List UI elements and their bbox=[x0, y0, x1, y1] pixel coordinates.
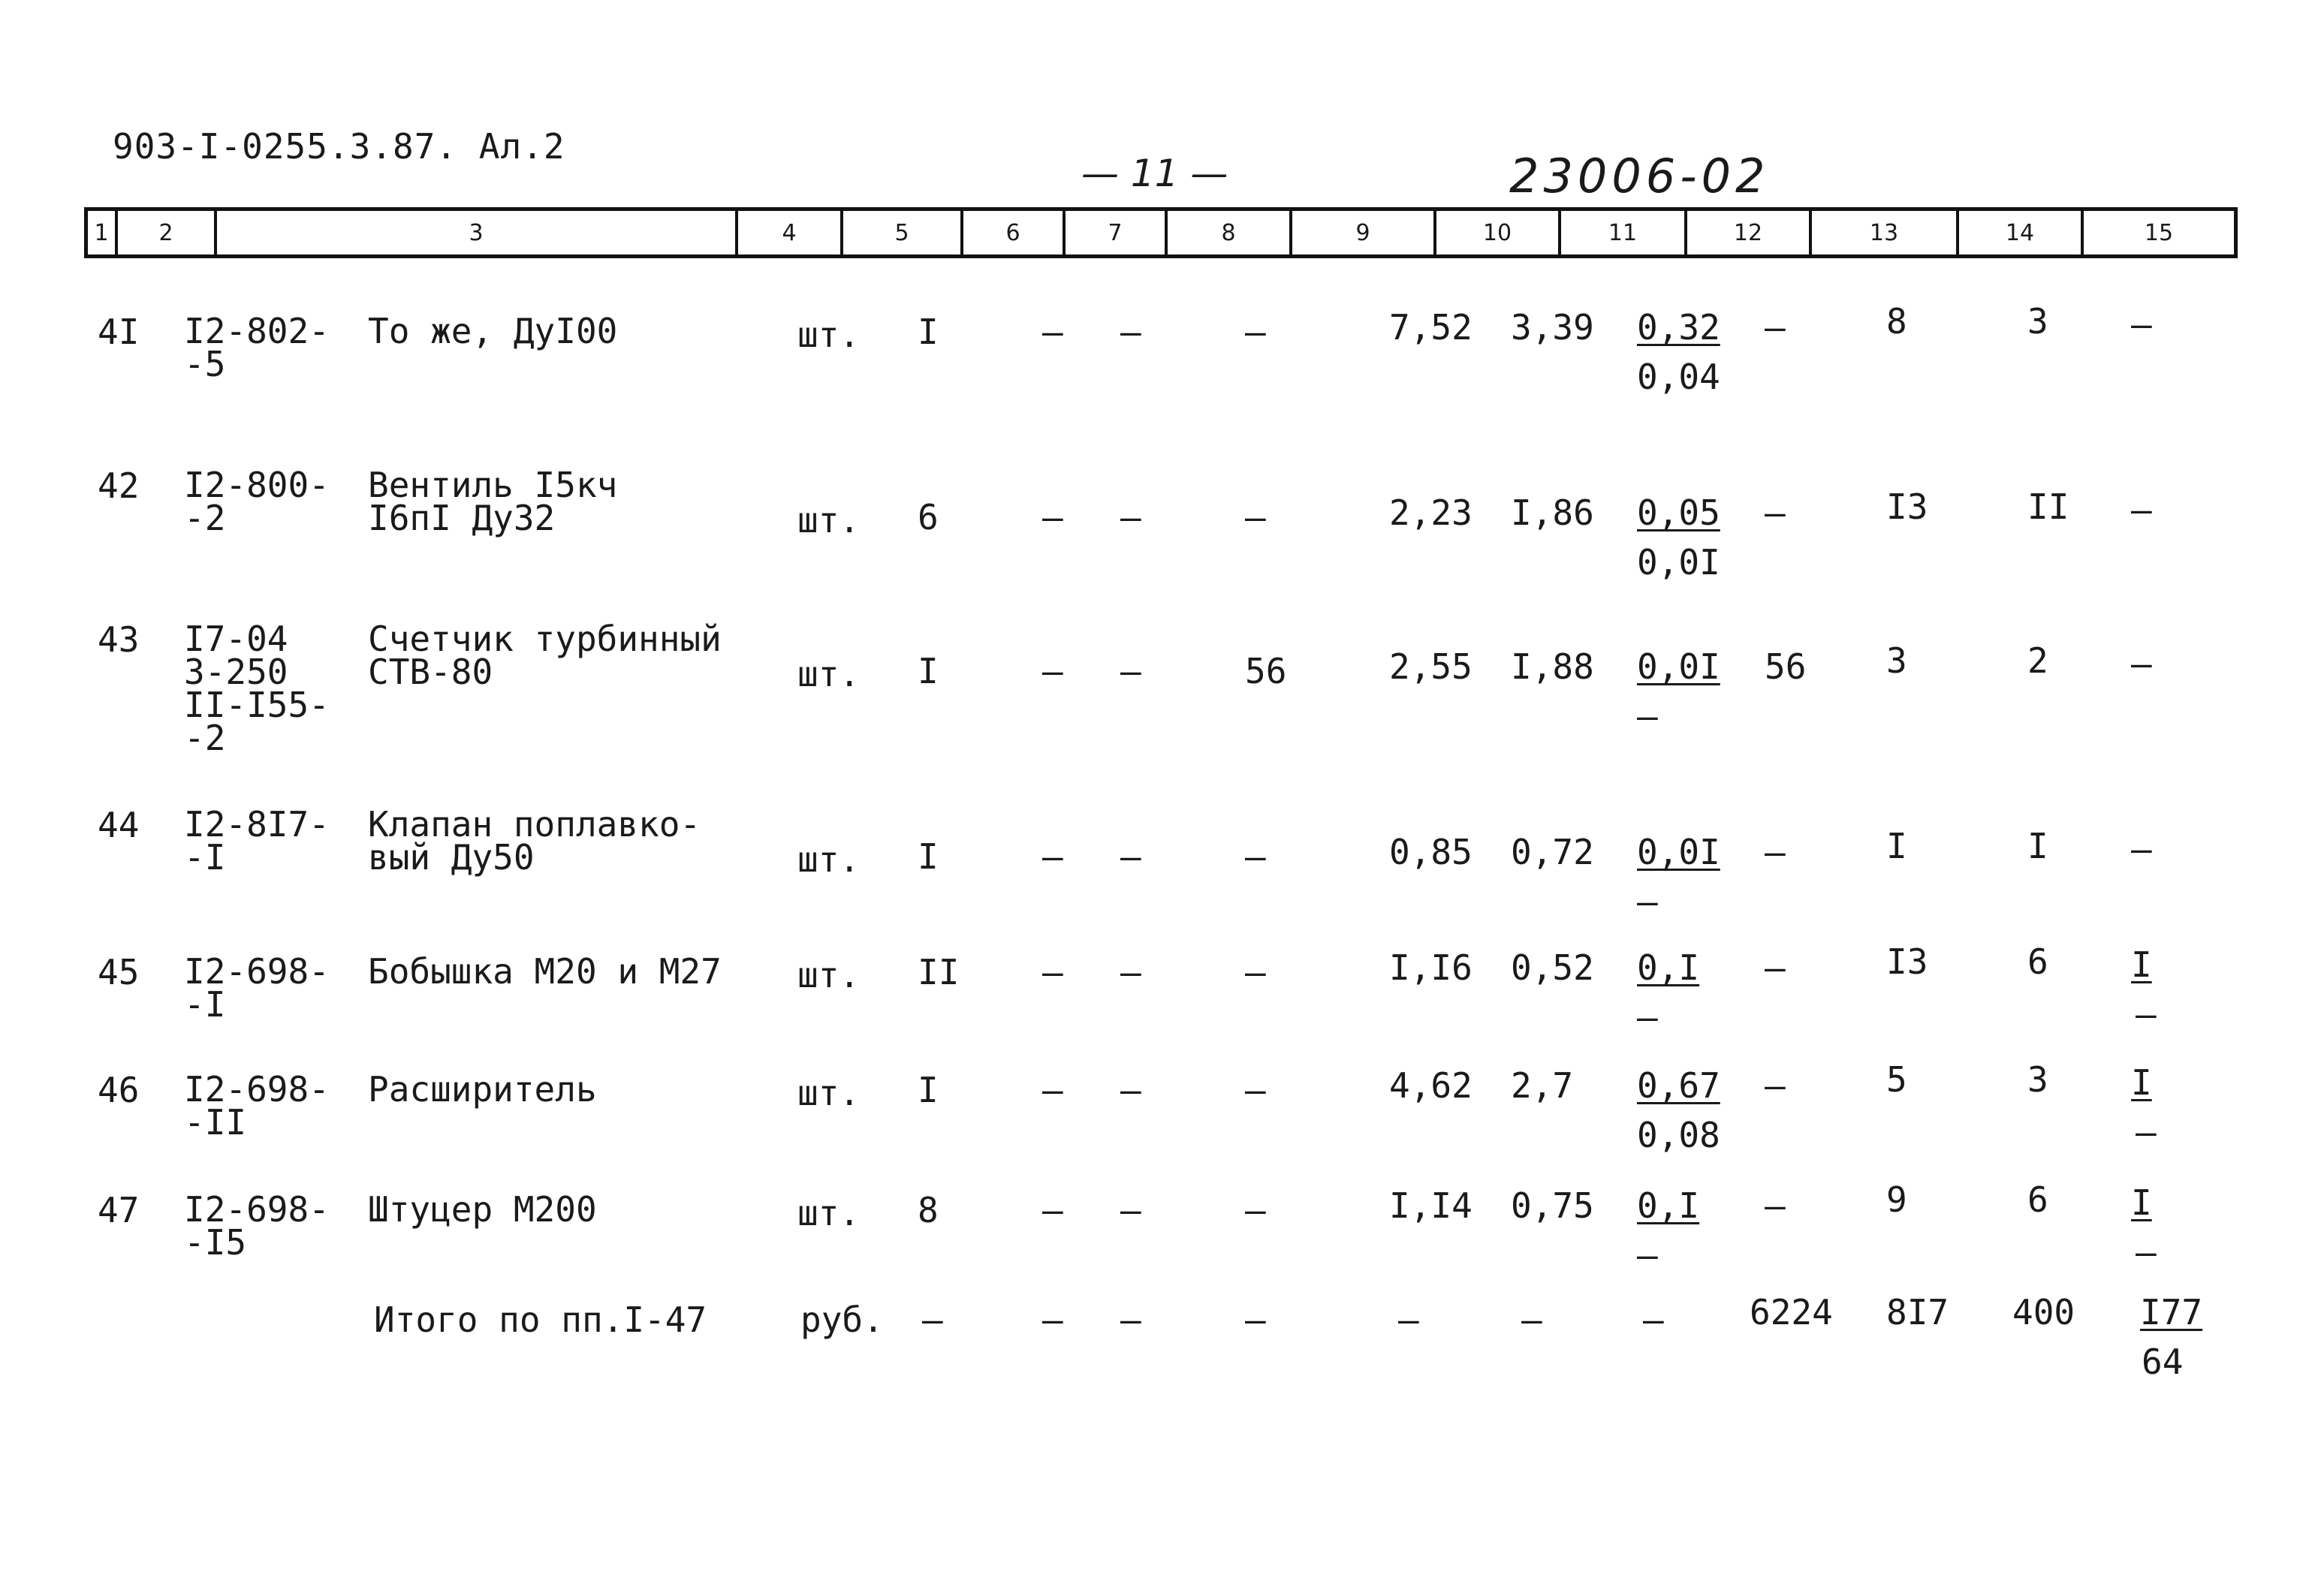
unit-cell: шт. bbox=[797, 315, 861, 355]
column-number: 8 bbox=[1168, 211, 1292, 254]
series-code: 23006-02 bbox=[1509, 149, 1770, 203]
value-cell: – bbox=[1245, 1070, 1266, 1110]
value-cell: I bbox=[1886, 826, 1907, 866]
value-cell: – bbox=[1245, 497, 1266, 538]
fraction-top: – bbox=[2131, 304, 2152, 345]
value-cell: 8 bbox=[1886, 301, 1907, 342]
fraction-bottom: – bbox=[1637, 696, 1658, 736]
value-cell: 3 bbox=[2027, 301, 2048, 342]
value-cell: 0,85 bbox=[1389, 832, 1473, 872]
value-cell: 2 bbox=[2027, 640, 2048, 681]
value-cell: 3,39 bbox=[1511, 307, 1594, 348]
value-cell: 4,62 bbox=[1389, 1065, 1473, 1106]
total-unit: руб. bbox=[800, 1299, 884, 1340]
unit-cell: шт. bbox=[797, 1073, 861, 1113]
value-cell: I,88 bbox=[1511, 646, 1594, 687]
total-label: Итого по пп.I-47 bbox=[374, 1299, 707, 1340]
value-cell: – bbox=[1120, 312, 1141, 352]
value-cell: – bbox=[1245, 1190, 1266, 1230]
item-name: То же, ДуI00 bbox=[368, 311, 618, 351]
quantity-cell: 8 bbox=[918, 1190, 939, 1230]
row-number: 43 bbox=[98, 619, 140, 660]
item-code: -I bbox=[184, 837, 226, 878]
value-cell: 5 bbox=[1886, 1059, 1907, 1100]
fraction-top: – bbox=[2131, 489, 2152, 530]
item-code: I2-698- bbox=[184, 1189, 330, 1230]
column-number: 4 bbox=[738, 211, 843, 254]
item-name: СТВ-80 bbox=[368, 652, 493, 692]
value-cell: 56 bbox=[1245, 651, 1287, 691]
value-cell: – bbox=[1042, 952, 1063, 992]
value-cell: – bbox=[1120, 497, 1141, 538]
item-name: Расширитель bbox=[368, 1069, 597, 1110]
column-number: 3 bbox=[217, 211, 738, 254]
column-number: 6 bbox=[963, 211, 1066, 254]
value-cell: – bbox=[1398, 1299, 1419, 1340]
quantity-cell: I bbox=[918, 836, 939, 877]
item-name: Клапан поплавко- bbox=[368, 804, 701, 845]
value-cell: I3 bbox=[1886, 941, 1928, 982]
column-number: 1 bbox=[88, 211, 118, 254]
value-cell: 2,23 bbox=[1389, 492, 1473, 533]
column-number: 7 bbox=[1066, 211, 1168, 254]
value-cell: 2,55 bbox=[1389, 646, 1473, 687]
item-code: 3-250 bbox=[184, 652, 288, 692]
fraction-top: 0,I bbox=[1637, 947, 1700, 988]
row-number: 4I bbox=[98, 312, 140, 352]
column-number: 10 bbox=[1436, 211, 1561, 254]
fraction-bottom: – bbox=[2136, 994, 2157, 1034]
fraction-bottom: 64 bbox=[2142, 1342, 2184, 1382]
total-value: 6224 bbox=[1750, 1292, 1833, 1333]
item-name: вый Ду50 bbox=[368, 837, 535, 878]
item-code: I7-04 bbox=[184, 619, 288, 659]
column-number: 12 bbox=[1687, 211, 1812, 254]
value-cell: – bbox=[1120, 952, 1141, 992]
value-cell: 3 bbox=[2027, 1059, 2048, 1100]
value-cell: I bbox=[2027, 826, 2048, 866]
value-cell: – bbox=[1120, 1299, 1141, 1340]
column-number: 2 bbox=[118, 211, 217, 254]
quantity-cell: I bbox=[918, 312, 939, 352]
fraction-bottom: – bbox=[1637, 997, 1658, 1037]
item-name: Счетчик турбинный bbox=[368, 619, 722, 659]
unit-cell: шт. bbox=[797, 500, 861, 541]
item-code: I2-800- bbox=[184, 465, 330, 505]
fraction-top: – bbox=[2131, 643, 2152, 684]
value-cell: I,I4 bbox=[1389, 1185, 1473, 1226]
value-cell: – bbox=[1042, 1190, 1063, 1230]
value-cell: – bbox=[1120, 1070, 1141, 1110]
fraction-top: 0,67 bbox=[1637, 1065, 1720, 1106]
item-code: -I bbox=[184, 984, 226, 1025]
item-code: -II bbox=[184, 1102, 247, 1143]
unit-cell: шт. bbox=[797, 955, 861, 995]
total-value: 8I7 bbox=[1886, 1292, 1949, 1333]
fraction-top: I bbox=[2131, 1182, 2152, 1223]
value-cell: 3 bbox=[1886, 640, 1907, 681]
fraction-top: 0,I bbox=[1637, 1185, 1700, 1226]
fraction-bottom: 0,0I bbox=[1637, 542, 1720, 583]
fraction-top: 0,0I bbox=[1637, 646, 1720, 687]
item-code: II-I55- bbox=[184, 685, 330, 725]
fraction-top: I77 bbox=[2140, 1292, 2203, 1333]
item-code: -I5 bbox=[184, 1222, 247, 1263]
total-value: 400 bbox=[2012, 1292, 2075, 1333]
item-code: -5 bbox=[184, 344, 226, 384]
unit-cell: шт. bbox=[797, 1193, 861, 1233]
value-cell: – bbox=[1765, 1065, 1786, 1106]
fraction-bottom: 0,08 bbox=[1637, 1115, 1720, 1155]
item-code: I2-802- bbox=[184, 311, 330, 351]
row-number: 46 bbox=[98, 1070, 140, 1110]
page-number: — 11 — bbox=[1081, 152, 1228, 195]
fraction-bottom: 0,04 bbox=[1637, 357, 1720, 397]
unit-cell: шт. bbox=[797, 839, 861, 880]
fraction-top: 0,0I bbox=[1637, 832, 1720, 872]
column-number: 11 bbox=[1561, 211, 1687, 254]
column-number: 13 bbox=[1812, 211, 1959, 254]
column-number: 14 bbox=[1959, 211, 2084, 254]
item-name: Штуцер М200 bbox=[368, 1189, 597, 1230]
fraction-top: I bbox=[2131, 944, 2152, 985]
value-cell: – bbox=[1120, 651, 1141, 691]
item-code: I2-8I7- bbox=[184, 804, 330, 845]
fraction-top: I bbox=[2131, 1062, 2152, 1103]
value-cell: 2,7 bbox=[1511, 1065, 1574, 1106]
value-cell: – bbox=[1643, 1299, 1664, 1340]
value-cell: – bbox=[1521, 1299, 1542, 1340]
column-number: 5 bbox=[843, 211, 963, 254]
item-code: -2 bbox=[184, 498, 226, 538]
column-number: 9 bbox=[1292, 211, 1436, 254]
item-name: Бобышка М20 и М27 bbox=[368, 951, 722, 992]
value-cell: – bbox=[1765, 492, 1786, 533]
value-cell: – bbox=[1042, 312, 1063, 352]
item-code: I2-698- bbox=[184, 1069, 330, 1110]
value-cell: – bbox=[1765, 832, 1786, 872]
fraction-bottom: – bbox=[2136, 1232, 2157, 1272]
value-cell: 0,52 bbox=[1511, 947, 1594, 988]
column-number: 15 bbox=[2144, 219, 2174, 246]
value-cell: – bbox=[1245, 836, 1266, 877]
value-cell: – bbox=[1120, 1190, 1141, 1230]
value-cell: 6 bbox=[2027, 941, 2048, 982]
row-number: 42 bbox=[98, 465, 140, 506]
value-cell: 0,75 bbox=[1511, 1185, 1594, 1226]
value-cell: – bbox=[1042, 1070, 1063, 1110]
unit-cell: шт. bbox=[797, 654, 861, 694]
value-cell: – bbox=[1245, 312, 1266, 352]
item-name: I6пI Ду32 bbox=[368, 498, 556, 538]
value-cell: – bbox=[1042, 651, 1063, 691]
value-cell: 56 bbox=[1765, 646, 1807, 687]
row-number: 44 bbox=[98, 805, 140, 845]
value-cell: – bbox=[1245, 1299, 1266, 1340]
fraction-top: 0,05 bbox=[1637, 492, 1720, 533]
value-cell: – bbox=[922, 1299, 943, 1340]
fraction-bottom: – bbox=[1637, 881, 1658, 922]
value-cell: I,I6 bbox=[1389, 947, 1473, 988]
column-number-header bbox=[84, 207, 2238, 258]
item-code: I2-698- bbox=[184, 951, 330, 992]
quantity-cell: I bbox=[918, 1070, 939, 1110]
value-cell: 0,72 bbox=[1511, 832, 1594, 872]
value-cell: – bbox=[1042, 1299, 1063, 1340]
fraction-bottom: – bbox=[2136, 1112, 2157, 1152]
value-cell: – bbox=[1042, 497, 1063, 538]
row-number: 47 bbox=[98, 1190, 140, 1230]
value-cell: – bbox=[1120, 836, 1141, 877]
value-cell: 9 bbox=[1886, 1179, 1907, 1220]
value-cell: – bbox=[1765, 947, 1786, 988]
value-cell: I,86 bbox=[1511, 492, 1594, 533]
fraction-top: 0,32 bbox=[1637, 307, 1720, 348]
value-cell: – bbox=[1765, 307, 1786, 348]
value-cell: I3 bbox=[1886, 486, 1928, 527]
document-code: 903-I-0255.3.87. Ал.2 bbox=[113, 126, 565, 167]
row-number: 45 bbox=[98, 952, 140, 992]
value-cell: – bbox=[1042, 836, 1063, 877]
item-code: -2 bbox=[184, 718, 226, 758]
quantity-cell: 6 bbox=[918, 497, 939, 538]
quantity-cell: II bbox=[918, 952, 960, 992]
value-cell: – bbox=[1245, 952, 1266, 992]
quantity-cell: I bbox=[918, 651, 939, 691]
item-name: Вентиль I5кч bbox=[368, 465, 618, 505]
fraction-bottom: – bbox=[1637, 1235, 1658, 1275]
value-cell: 7,52 bbox=[1389, 307, 1473, 348]
value-cell: – bbox=[1765, 1185, 1786, 1226]
value-cell: 6 bbox=[2027, 1179, 2048, 1220]
fraction-top: – bbox=[2131, 829, 2152, 869]
value-cell: II bbox=[2027, 486, 2069, 527]
